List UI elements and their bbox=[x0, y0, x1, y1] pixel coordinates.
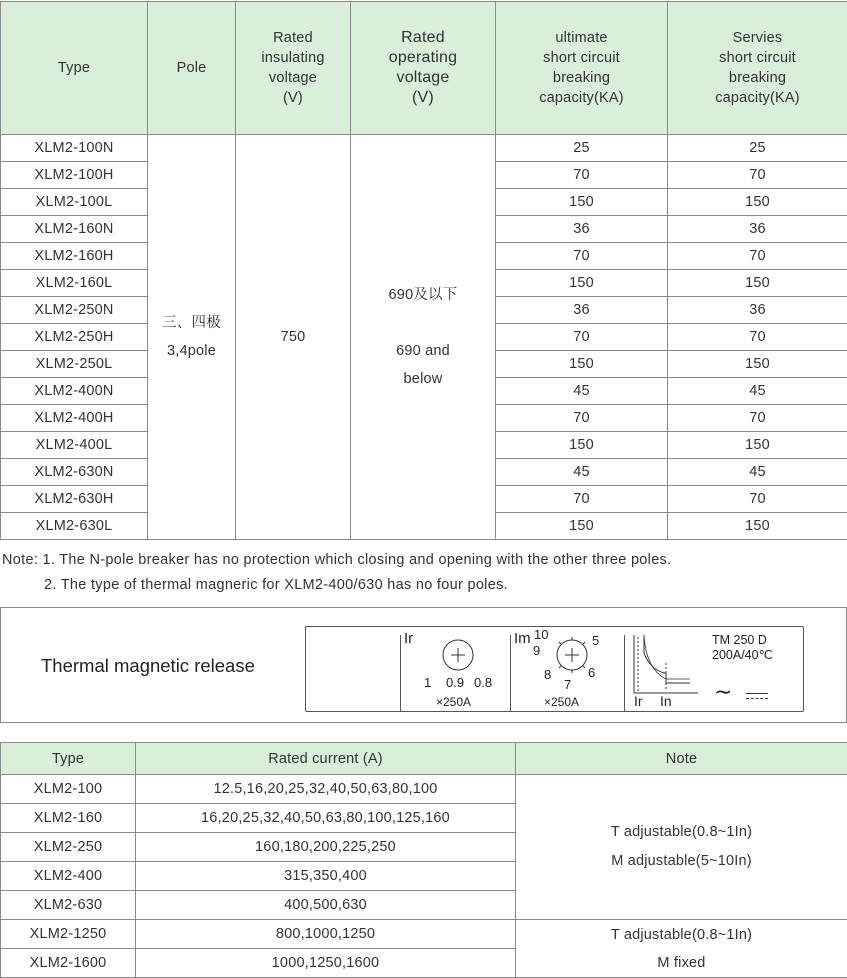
im-label: Im bbox=[514, 630, 531, 647]
diagram-divider bbox=[510, 635, 511, 711]
header-pole: Pole bbox=[148, 2, 236, 135]
im-dial bbox=[553, 636, 591, 679]
diagram-divider bbox=[400, 635, 401, 711]
cell-type: XLM2-630L bbox=[1, 513, 148, 540]
im-scale-10: 10 bbox=[534, 627, 548, 642]
cell-ultimate: 70 bbox=[496, 324, 668, 351]
ir-label: Ir bbox=[404, 630, 413, 647]
trip-curve bbox=[630, 633, 700, 702]
cell-type: XLM2-250L bbox=[1, 351, 148, 378]
header-ultimate-capacity: ultimate short circuit breaking capacity(KA) bbox=[496, 2, 668, 135]
cell-service: 70 bbox=[668, 405, 847, 432]
cell-ultimate: 70 bbox=[496, 162, 668, 189]
cell-ultimate: 70 bbox=[496, 486, 668, 513]
cell-type: XLM2-250 bbox=[1, 833, 136, 862]
cell-service: 70 bbox=[668, 243, 847, 270]
ir-dial bbox=[441, 638, 475, 677]
cell-type: XLM2-630N bbox=[1, 459, 148, 486]
cell-current: 800,1000,1250 bbox=[136, 920, 516, 949]
current-header-row bbox=[1, 743, 847, 775]
cell-type: XLM2-630H bbox=[1, 486, 148, 513]
im-scale-6: 6 bbox=[588, 665, 595, 680]
release-diagram bbox=[305, 626, 804, 712]
cell-ultimate: 150 bbox=[496, 189, 668, 216]
cell-type: XLM2-250N bbox=[1, 297, 148, 324]
im-scale-8: 8 bbox=[544, 667, 551, 682]
rating-label: 200A/40℃ bbox=[712, 647, 773, 662]
cell-type: XLM2-100 bbox=[1, 775, 136, 804]
cell-current: 400,500,630 bbox=[136, 891, 516, 920]
cell-type: XLM2-160 bbox=[1, 804, 136, 833]
cell-type: XLM2-400 bbox=[1, 862, 136, 891]
header-note: Note bbox=[516, 743, 847, 775]
cell-ultimate: 25 bbox=[496, 135, 668, 162]
cell-ultimate: 36 bbox=[496, 297, 668, 324]
ir-dial-icon bbox=[441, 638, 475, 672]
diagram-divider bbox=[624, 635, 625, 711]
curve-label-ir: Ir bbox=[634, 693, 643, 709]
release-title: Thermal magnetic release bbox=[41, 655, 255, 677]
cell-type: XLM2-100L bbox=[1, 189, 148, 216]
cell-type: XLM2-400H bbox=[1, 405, 148, 432]
cell-ultimate: 70 bbox=[496, 405, 668, 432]
curve-label-in: In bbox=[660, 693, 672, 709]
header-rated-current: Rated current (A) bbox=[136, 743, 516, 775]
cell-service: 36 bbox=[668, 216, 847, 243]
note-line-1: Note: 1. The N-pole breaker has no protection which closing and opening with the other three poles. bbox=[2, 552, 671, 568]
cell-ultimate: 150 bbox=[496, 432, 668, 459]
cell-ultimate: 70 bbox=[496, 243, 668, 270]
cell-ultimate: 150 bbox=[496, 513, 668, 540]
cell-ultimate: 45 bbox=[496, 378, 668, 405]
cell-type: XLM2-250H bbox=[1, 324, 148, 351]
cell-service: 150 bbox=[668, 189, 847, 216]
cell-current: 16,20,25,32,40,50,63,80,100,125,160 bbox=[136, 804, 516, 833]
cell-note-group-2: T adjustable(0.8~1In) M fixed bbox=[516, 920, 847, 978]
table-row bbox=[1, 775, 847, 804]
im-scale-9: 9 bbox=[533, 643, 540, 658]
cell-ultimate: 36 bbox=[496, 216, 668, 243]
cell-service: 25 bbox=[668, 135, 847, 162]
trip-curve-icon bbox=[630, 633, 700, 697]
header-insulating-voltage: Rated insulating voltage (V) bbox=[236, 2, 351, 135]
cell-current: 160,180,200,225,250 bbox=[136, 833, 516, 862]
model-label: TM 250 D bbox=[712, 633, 767, 647]
cell-service: 150 bbox=[668, 270, 847, 297]
cell-type: XLM2-1250 bbox=[1, 920, 136, 949]
spec-table bbox=[0, 1, 847, 540]
cell-operating-voltage: 690及以下 690 and below bbox=[351, 135, 496, 540]
thermal-magnetic-release-panel bbox=[0, 607, 847, 723]
cell-service: 70 bbox=[668, 324, 847, 351]
rated-current-table bbox=[0, 742, 847, 978]
header-operating-voltage: Rated operating voltage (V) bbox=[351, 2, 496, 135]
cell-current: 12.5,16,20,25,32,40,50,63,80,100 bbox=[136, 775, 516, 804]
cell-service: 150 bbox=[668, 432, 847, 459]
cell-type: XLM2-630 bbox=[1, 891, 136, 920]
ir-multiplier: ×250A bbox=[436, 695, 471, 709]
cell-service: 70 bbox=[668, 486, 847, 513]
spec-header-row bbox=[1, 2, 847, 135]
cell-type: XLM2-160N bbox=[1, 216, 148, 243]
cell-type: XLM2-1600 bbox=[1, 949, 136, 978]
note-line-2: 2. The type of thermal magneric for XLM2-400/630 has no four poles. bbox=[44, 577, 508, 593]
dc-line-icon bbox=[746, 693, 768, 694]
cell-type: XLM2-160L bbox=[1, 270, 148, 297]
dc-dash-icon bbox=[746, 698, 768, 699]
cell-current: 1000,1250,1600 bbox=[136, 949, 516, 978]
ir-scale-0-8: 0.8 bbox=[474, 675, 492, 690]
ac-dc-icon: ∼ bbox=[714, 681, 732, 703]
cell-service: 70 bbox=[668, 162, 847, 189]
im-scale-7: 7 bbox=[564, 677, 571, 692]
im-multiplier: ×250A bbox=[544, 695, 579, 709]
ir-scale-1: 1 bbox=[424, 675, 431, 690]
header-type: Type bbox=[1, 2, 148, 135]
cell-type: XLM2-160H bbox=[1, 243, 148, 270]
cell-type: XLM2-400L bbox=[1, 432, 148, 459]
cell-ultimate: 45 bbox=[496, 459, 668, 486]
table-row bbox=[1, 920, 847, 949]
im-dial-icon bbox=[553, 636, 591, 674]
ir-scale-0-9: 0.9 bbox=[446, 675, 464, 690]
cell-type: XLM2-100H bbox=[1, 162, 148, 189]
cell-service: 36 bbox=[668, 297, 847, 324]
im-scale-5: 5 bbox=[592, 633, 599, 648]
cell-service: 150 bbox=[668, 351, 847, 378]
cell-insulating-voltage: 750 bbox=[236, 135, 351, 540]
cell-ultimate: 150 bbox=[496, 351, 668, 378]
cell-type: XLM2-400N bbox=[1, 378, 148, 405]
cell-service: 150 bbox=[668, 513, 847, 540]
cell-service: 45 bbox=[668, 459, 847, 486]
table-row bbox=[1, 135, 847, 162]
cell-pole: 三、四极 3,4pole bbox=[148, 135, 236, 540]
header-service-capacity: Servies short circuit breaking capacity(KA) bbox=[668, 2, 847, 135]
cell-current: 315,350,400 bbox=[136, 862, 516, 891]
cell-note-group-1: T adjustable(0.8~1In) M adjustable(5~10In) bbox=[516, 775, 847, 920]
header-type: Type bbox=[1, 743, 136, 775]
cell-ultimate: 150 bbox=[496, 270, 668, 297]
cell-service: 45 bbox=[668, 378, 847, 405]
cell-type: XLM2-100N bbox=[1, 135, 148, 162]
